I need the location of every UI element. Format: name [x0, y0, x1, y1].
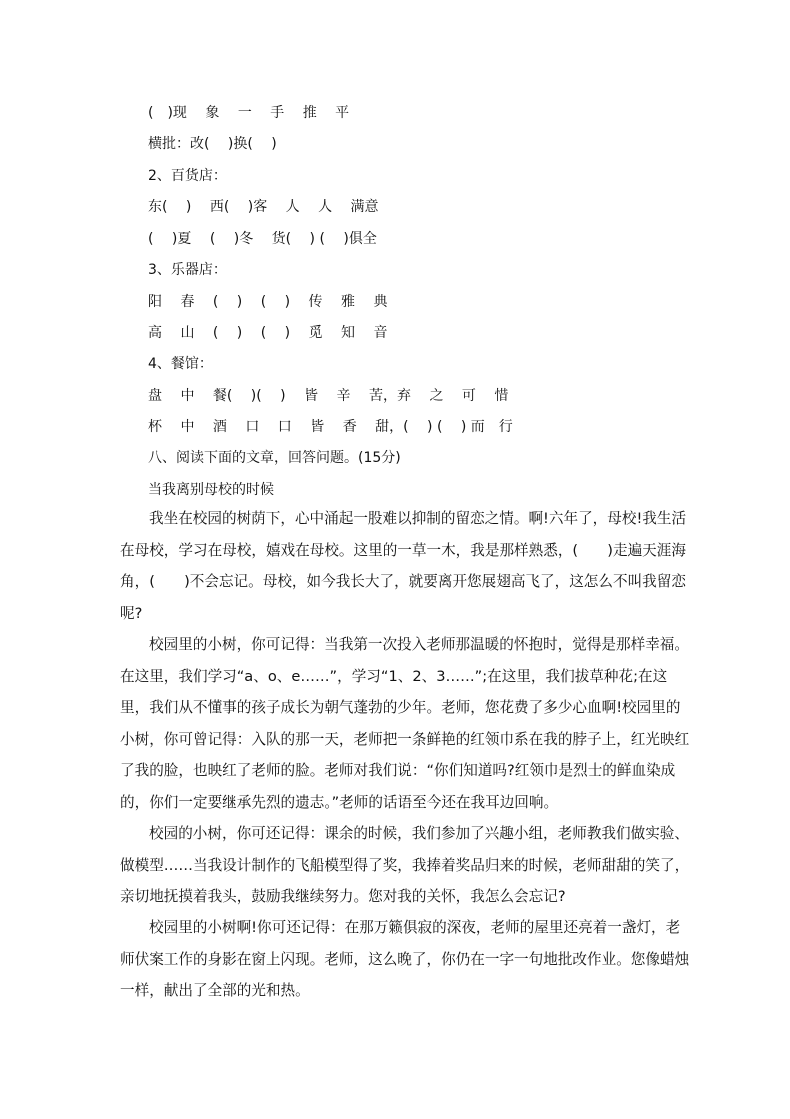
music-store-line-2: 高 山 ( ) ( ) 觅 知 音 [148, 325, 388, 341]
paragraph-line: 做模型……当我设计制作的飞船模型得了奖，我捧着奖品归来的时候，老师甜甜的笑了， [120, 856, 690, 874]
paragraph-line: 里，我们从不懂事的孩子成长为朝气蓬勃的少年。老师，您花费了多少心血啊!校园里的 [120, 699, 681, 716]
article-paragraph-2 [120, 629, 690, 818]
paragraph-line: 小树，你可曾记得：入队的那一天，老师把一条鲜艳的红领巾系在我的脖子上，红光映红 [120, 730, 690, 748]
department-store-line-2: ( )夏 ( )冬 货( ) ( )俱全 [148, 231, 377, 247]
couplet-line-1: ( )现 象 一 手 推 平 [148, 105, 350, 121]
paragraph-line: 的，你们一定要继承先烈的遗志。”老师的话语至今还在我耳边回响。 [120, 793, 559, 811]
article-paragraph-1 [120, 503, 687, 629]
music-store-line-1: 阳 春 ( ) ( ) 传 雅 典 [148, 294, 388, 310]
reading-section-heading: 八、阅读下面的文章，回答问题。(15分) [148, 450, 401, 466]
paragraph-line: 在母校，学习在母校，嬉戏在母校。这里的一草一木，我是那样熟悉，( )走遍天涯海 [120, 541, 686, 559]
paragraph-line: 角，( )不会忘记。母校，如今我长大了，就要离开您展翅高飞了，这怎么不叫我留恋 [120, 573, 686, 590]
department-store-line-1: 东( ) 西( )客 人 人 满意 [148, 199, 379, 215]
paragraph-line: 校园的小树，你可还记得：课余的时候，我们参加了兴趣小组，老师教我们做实验、 [149, 825, 689, 842]
paragraph-line: 师伏案工作的身影在窗上闪现。老师，这么晚了，你仍在一字一句地批改作业。您像蜡烛 [120, 950, 690, 968]
paragraph-line: 呢? [120, 604, 143, 622]
restaurant-line-1: 盘 中 餐( )( ) 皆 辛 苦，弃 之 可 惜 [148, 388, 509, 404]
paragraph-line: 了我的脸，也映红了老师的脸。老师对我们说：“你们知道吗?红领巾是烈士的鲜血染成 [120, 762, 676, 779]
article-title: 当我离别母校的时候 [148, 482, 274, 498]
paragraph-line: 我坐在校园的树荫下，心中涌起一股难以抑制的留恋之情。啊!六年了，母校!我生活 [149, 510, 687, 527]
paragraph-line: 校园里的小树，你可记得：当我第一次投入老师那温暖的怀抱时，觉得是那样幸福。 [149, 636, 689, 653]
paragraph-line: 在这里，我们学习“a、o、e……”，学习“1、2、3……”;在这里，我们拔草种花;在这 [120, 667, 668, 685]
article-paragraph-4 [120, 912, 690, 1007]
article-paragraph-3 [120, 818, 690, 913]
paragraph-line: 亲切地抚摸着我头，鼓励我继续努力。您对我的关怀，我怎么会忘记? [120, 888, 566, 905]
paragraph-line: 一样，献出了全部的光和热。 [120, 982, 310, 999]
section-heading-music-store: 3、乐器店： [148, 262, 227, 278]
paragraph-line: 校园里的小树啊!你可还记得：在那万籁俱寂的深夜，老师的屋里还亮着一盏灯，老 [149, 919, 681, 936]
section-heading-department-store: 2、百货店： [148, 168, 227, 184]
couplet-heng-pi: 横批：改( )换( ) [148, 136, 277, 152]
restaurant-line-2: 杯 中 酒 口 口 皆 香 甜，( ) ( ) 而 行 [148, 419, 513, 435]
section-heading-restaurant: 4、餐馆： [148, 356, 213, 372]
